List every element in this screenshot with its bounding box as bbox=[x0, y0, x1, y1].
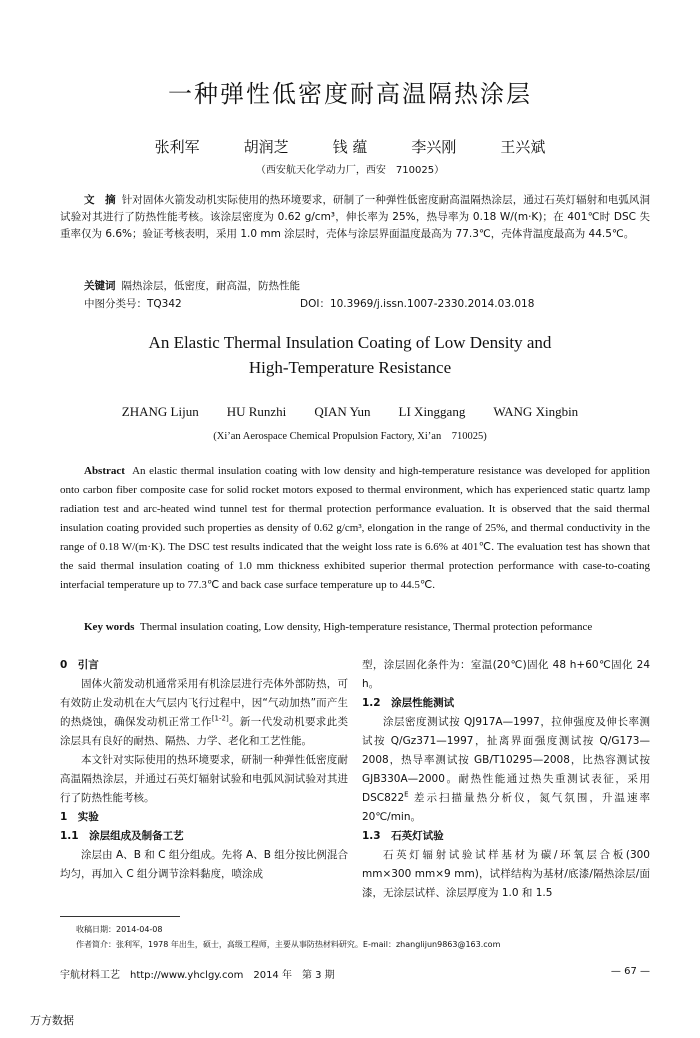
keywords-en bbox=[60, 618, 650, 637]
paragraph-text: 差示扫描量热分析仪，氮气氛围，升温速率 20℃/min。 bbox=[362, 792, 650, 823]
paragraph-text: 。新一代发动机要求此类涂层具有良好的耐热、隔热、力学、老化和工艺性能。 bbox=[60, 716, 348, 747]
keywords-en-label: Key words bbox=[84, 621, 135, 633]
paper-title-cn: 一种弹性低密度耐高温隔热涂层 bbox=[168, 80, 532, 108]
page-number: — 67 — bbox=[610, 966, 650, 977]
affiliation-en: (Xi’an Aerospace Chemical Propulsion Factory, Xi’an 710025) bbox=[213, 431, 487, 442]
keywords-cn-text: 隔热涂层，低密度，耐高温，防热性能 bbox=[121, 280, 300, 292]
watermark: 万方数据 bbox=[30, 1014, 74, 1027]
body-paragraph bbox=[362, 713, 650, 827]
authors-en bbox=[0, 404, 700, 420]
footnotes bbox=[76, 922, 650, 952]
subsection-heading: 1.1 涂层组成及制备工艺 bbox=[60, 830, 184, 842]
body-paragraph: 涂层由 A、B 和 C 组分组成。先将 A、B 组分按比例混合均匀，再加入 C 组分调节涂料黏度，喷涂成 bbox=[60, 849, 348, 880]
author-bio: 作者简介：张利军，1978 年出生，硕士，高级工程师，主要从事防热材料研究。E-mail：zhanglijun9863@163.com bbox=[76, 940, 501, 949]
clc-number: 中图分类号：TQ342 bbox=[84, 298, 182, 310]
author-en: LI Xinggang bbox=[398, 404, 466, 419]
abstract-cn-label: 文 摘 bbox=[84, 194, 116, 206]
author-en: HU Runzhi bbox=[226, 404, 287, 419]
body-paragraph bbox=[60, 675, 348, 751]
author-cn: 王兴斌 bbox=[500, 138, 546, 156]
received-date: 收稿日期：2014-04-08 bbox=[76, 925, 163, 934]
body-column-right bbox=[362, 656, 650, 903]
title-en-line1: An Elastic Thermal Insulation Coating of Low Density and bbox=[148, 333, 552, 352]
author-en: WANG Xingbin bbox=[493, 404, 579, 419]
superscript: E bbox=[404, 790, 409, 799]
keywords-en-text: Thermal insulation coating, Low density, High-temperature resistance, Thermal protection peformance bbox=[139, 621, 593, 633]
body-paragraph: 本文针对实际使用的热环境要求，研制一种弹性低密度耐高温隔热涂层，并通过石英灯辐射试验和电弧风洞试验对其进行了防热性能考核。 bbox=[60, 754, 348, 804]
page-footer bbox=[60, 966, 650, 981]
classification-row bbox=[84, 296, 650, 311]
abstract-en bbox=[60, 462, 650, 595]
author-cn: 张利军 bbox=[154, 138, 200, 156]
subsection-heading: 1.3 石英灯试验 bbox=[362, 830, 444, 842]
author-cn: 钱 蕴 bbox=[332, 138, 368, 156]
body-paragraph: 型，涂层固化条件为：室温(20℃)固化 48 h+60℃固化 24 h。 bbox=[362, 659, 650, 690]
section-heading: 0 引言 bbox=[60, 659, 99, 671]
keywords-cn-label: 关键词 bbox=[84, 280, 116, 292]
body-paragraph: 石英灯辐射试验试样基材为碳/环氧层合板(300 mm×300 mm×9 mm)，试样结构为基材/底漆/隔热涂层/面漆，无涂层试样、涂层厚度为 1.0 和 1.5 bbox=[362, 849, 650, 899]
abstract-en-text: An elastic thermal insulation coating with low density and high-temperature resistance was developed for applition onto carbon fiber composite case for solid rocket motors exposed to thermal environment, which has experienced static quartz lamp radiation test and arc-heated wind tunnel test for thermal protection performance evaluation. It is observed that the said thermal insulation coating provided such properties as density of 0.62 g/cm³, elongation in the range of 25%, and thermal conductivity in the range of 0.18 W/(m·K). The DSC test results indicated that the weight loss rate is 6.6% at 401℃. The evaluation test has shown that the said thermal insulation coating of 1.0 mm thickness exhibited superior thermal protection performance with case-to-coating interfacial temperature up to 77.3℃ and back case surface temperature up to 44.5℃. bbox=[60, 465, 651, 591]
abstract-cn bbox=[60, 192, 650, 243]
section-heading: 1 实验 bbox=[60, 811, 99, 823]
abstract-cn-text: 针对固体火箭发动机实际使用的热环境要求，研制了一种弹性低密度耐高温隔热涂层，通过石英灯辐射和电弧风洞试验对其进行了防热性能考核。该涂层密度为 0.62 g/cm³，伸长率为 25%，热导率为 0.18 W/(m·K)；在 401℃时 DSC 失重率仅为 6.6%；验证考核表明，采用 1.0 mm 涂层时，壳体与涂层界面温度最高为 77.3℃，壳体背温度最高为 44.5℃。 bbox=[60, 194, 650, 240]
paragraph-text: 固体火箭发动机通常采用有机涂层进行壳体外部防热，可有效防止发动机在大气层内飞行过程中，因“气动加热”而产生的热烧蚀，确保发动机正常工作 bbox=[60, 678, 348, 728]
keywords-cn bbox=[60, 278, 650, 295]
title-en-line2: High-Temperature Resistance bbox=[248, 358, 452, 377]
citation-ref: [1-2] bbox=[211, 714, 229, 723]
doi: DOI：10.3969/j.issn.1007-2330.2014.03.018 bbox=[300, 298, 535, 310]
paragraph-text: 涂层密度测试按 QJ917A—1997，拉伸强度及伸长率测试按 Q/Gz371—1997，扯离界面强度测试按 Q/G173—2008，热导率测试按 GB/T10295—2008，比热容测试按 GJB330A—2000。耐热性能通过热失重测试表征，采用 DSC822 bbox=[362, 716, 650, 804]
authors-cn bbox=[0, 136, 700, 157]
footnote-divider bbox=[60, 916, 180, 917]
author-cn: 胡润芝 bbox=[243, 138, 289, 156]
body-column-left bbox=[60, 656, 348, 884]
paper-title-en bbox=[0, 330, 700, 380]
abstract-en-label: Abstract bbox=[84, 465, 125, 477]
journal-info: 宇航材料工艺 http://www.yhclgy.com 2014 年 第 3 期 bbox=[60, 970, 335, 981]
author-en: QIAN Yun bbox=[314, 404, 371, 419]
affiliation-cn: （西安航天化学动力厂，西安 710025） bbox=[255, 165, 445, 176]
author-cn: 李兴刚 bbox=[411, 138, 457, 156]
author-en: ZHANG Lijun bbox=[121, 404, 199, 419]
subsection-heading: 1.2 涂层性能测试 bbox=[362, 697, 455, 709]
